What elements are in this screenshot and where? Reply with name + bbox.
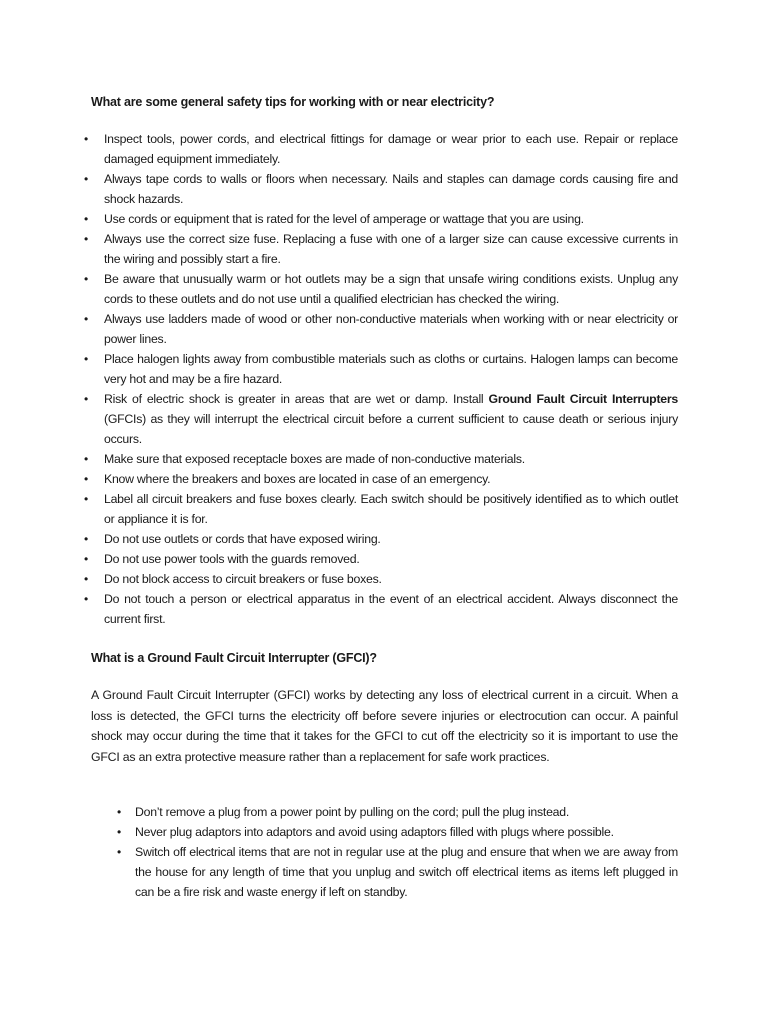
list-item-text: Know where the breakers and boxes are located in case of an emergency. bbox=[104, 472, 491, 486]
list-item bbox=[80, 389, 678, 449]
bullet-icon: • bbox=[84, 312, 88, 326]
list-item bbox=[80, 549, 678, 569]
section-heading-gfci: What is a Ground Fault Circuit Interrupter (GFCI)? bbox=[91, 651, 377, 665]
bullet-icon: • bbox=[117, 805, 121, 819]
list-item bbox=[80, 449, 678, 469]
list-item-text: Do not block access to circuit breakers or fuse boxes. bbox=[104, 572, 382, 586]
list-item bbox=[80, 349, 678, 389]
list-item-text-bold: Ground Fault Circuit Interrupters bbox=[488, 392, 678, 406]
list-item-text-mid: (GFCIs) as they will interrupt the electrical circuit before a current sufficient to cause death or serious injury occurs. bbox=[104, 412, 678, 446]
bullet-icon: • bbox=[84, 172, 88, 186]
bullet-icon: • bbox=[84, 472, 88, 486]
list-item-text: Be aware that unusually warm or hot outlets may be a sign that unsafe wiring conditions exists. Unplug any cords to these outlets and do not use until a qualified electrician has checked the wiring. bbox=[104, 272, 678, 306]
list-item-text: Do not touch a person or electrical apparatus in the event of an electrical accident. Always disconnect the current first. bbox=[104, 592, 678, 626]
list-item bbox=[80, 469, 678, 489]
list-item-text-pre: Risk of electric shock is greater in areas that are wet or damp. Install bbox=[104, 392, 489, 406]
bullet-icon: • bbox=[84, 132, 88, 146]
list-item bbox=[80, 269, 678, 309]
list-item bbox=[80, 589, 678, 629]
list-item-text: Label all circuit breakers and fuse boxes clearly. Each switch should be positively identified as to which outlet or appliance it is for. bbox=[104, 492, 678, 526]
list-item-text: Use cords or equipment that is rated for the level of amperage or wattage that you are using. bbox=[104, 212, 584, 226]
bullet-icon: • bbox=[84, 352, 88, 366]
safety-tips-list bbox=[80, 129, 678, 629]
list-item-text: Don’t remove a plug from a power point by pulling on the cord; pull the plug instead. bbox=[135, 805, 570, 819]
list-item bbox=[80, 489, 678, 529]
list-item-text: Place halogen lights away from combustible materials such as cloths or curtains. Halogen lamps can become very hot and may be a fire hazard. bbox=[104, 352, 678, 386]
list-item-text: Always tape cords to walls or floors when necessary. Nails and staples can damage cords causing fire and shock hazards. bbox=[104, 172, 678, 206]
list-item bbox=[80, 309, 678, 349]
list-item bbox=[80, 569, 678, 589]
electrical-tips-list bbox=[113, 802, 678, 902]
list-item-text: Never plug adaptors into adaptors and avoid using adaptors filled with plugs where possible. bbox=[135, 825, 614, 839]
list-item-text: Switch off electrical items that are not in regular use at the plug and ensure that when we are away from the house for any length of time that you unplug and switch off electrical items as items left plugged in can be a fire risk and waste energy if left on standby. bbox=[135, 845, 678, 899]
bullet-icon: • bbox=[84, 572, 88, 586]
bullet-icon: • bbox=[84, 452, 88, 466]
bullet-icon: • bbox=[117, 845, 121, 859]
bullet-icon: • bbox=[84, 552, 88, 566]
list-item bbox=[80, 529, 678, 549]
list-item bbox=[113, 822, 678, 842]
bullet-icon: • bbox=[84, 272, 88, 286]
list-item bbox=[80, 229, 678, 269]
list-item-text: Do not use power tools with the guards removed. bbox=[104, 552, 360, 566]
bullet-icon: • bbox=[84, 212, 88, 226]
list-item bbox=[80, 209, 678, 229]
section-heading-safety-tips: What are some general safety tips for working with or near electricity? bbox=[91, 95, 495, 109]
list-item-text: Always use ladders made of wood or other non-conductive materials when working with or near electricity or power lines. bbox=[104, 312, 678, 346]
list-item-text: Inspect tools, power cords, and electrical fittings for damage or wear prior to each use. Repair or replace damaged equipment immediately. bbox=[104, 132, 678, 166]
gfci-paragraph: A Ground Fault Circuit Interrupter (GFCI) works by detecting any loss of electrical current in a circuit. When a loss is detected, the GFCI turns the electricity off before severe injuries or electrocution can occur. A painful shock may occur during the time that it takes for the GFCI to cut off the electricity so it is important to use the GFCI as an extra protective measure rather than a replacement for safe work practices. bbox=[91, 688, 678, 764]
bullet-icon: • bbox=[84, 492, 88, 506]
list-item bbox=[80, 129, 678, 169]
bullet-icon: • bbox=[84, 532, 88, 546]
list-item bbox=[113, 842, 678, 902]
bullet-icon: • bbox=[84, 232, 88, 246]
bullet-icon: • bbox=[84, 592, 88, 606]
list-item-text: Always use the correct size fuse. Replacing a fuse with one of a larger size can cause excessive currents in the wiring and possibly start a fire. bbox=[104, 232, 678, 266]
list-item bbox=[80, 169, 678, 209]
bullet-icon: • bbox=[84, 392, 88, 406]
list-item-text: Make sure that exposed receptacle boxes are made of non-conductive materials. bbox=[104, 452, 525, 466]
list-item bbox=[113, 802, 678, 822]
bullet-icon: • bbox=[117, 825, 121, 839]
list-item-text: Do not use outlets or cords that have exposed wiring. bbox=[104, 532, 381, 546]
